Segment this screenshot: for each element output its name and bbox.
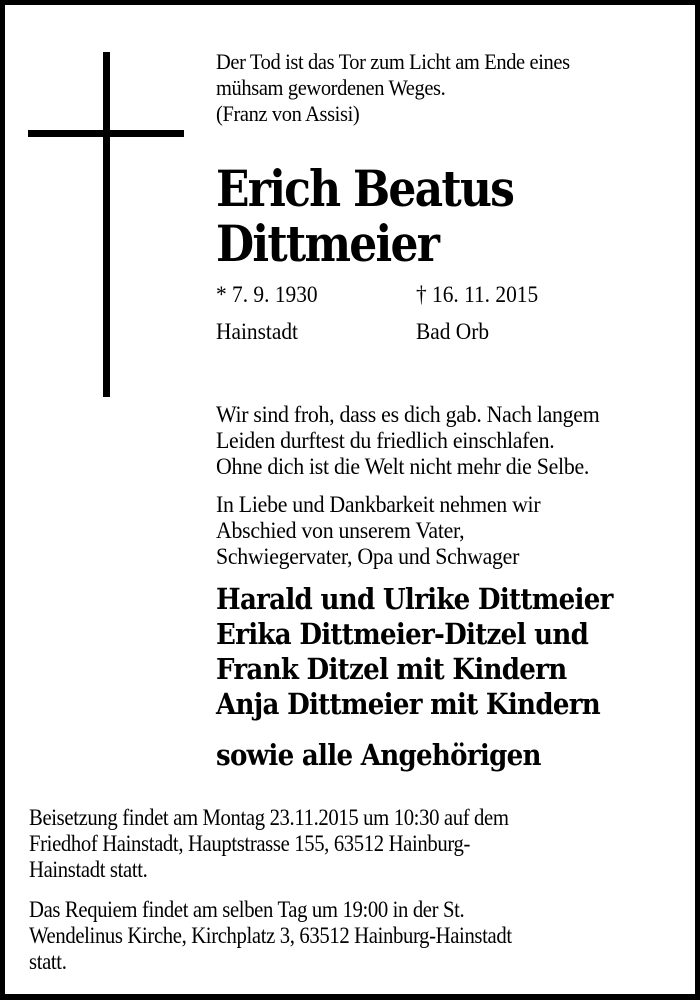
message-line: Schwiegervater, Opa und Schwager	[216, 544, 520, 569]
mourners-list	[216, 582, 613, 722]
quote-line: Der Tod ist das Tor zum Licht am Ende eines	[216, 49, 570, 74]
death-place: Bad Orb	[415, 319, 490, 344]
notice-line: Friedhof Hainstadt, Hauptstrasse 155, 63512 Hainburg-	[29, 831, 471, 856]
notice-line: Hainstadt statt.	[29, 857, 148, 882]
notice-line: Beisetzung findet am Montag 23.11.2015 um 10:30 auf dem	[29, 805, 509, 830]
quote-line: mühsam gewordenen Weges.	[216, 75, 446, 100]
message-line: In Liebe und Dankbarkeit nehmen wir	[216, 492, 541, 517]
birth-date: * 7. 9. 1930	[216, 282, 318, 307]
cross-horizontal-bar	[28, 130, 184, 137]
notice-line: Wendelinus Kirche, Kirchplatz 3, 63512 Hainburg-Hainstadt	[29, 923, 512, 948]
mourner-line: Frank Ditzel mit Kindern	[216, 652, 567, 686]
mourner-line: Erika Dittmeier-Ditzel und	[216, 617, 589, 651]
life-dates	[216, 282, 625, 356]
deceased-name	[216, 161, 513, 271]
cross-vertical-bar	[103, 52, 110, 397]
message-line: Abschied von unserem Vater,	[216, 518, 465, 543]
epigraph-quote	[216, 49, 662, 127]
deceased-given-names: Erich Beatus	[216, 159, 514, 218]
burial-notice	[29, 805, 623, 883]
birth-place: Hainstadt	[216, 319, 298, 344]
death-date: † 16. 11. 2015	[415, 282, 539, 307]
deceased-surname: Dittmeier	[216, 214, 439, 273]
farewell-message	[216, 402, 672, 480]
mourner-line: Harald und Ulrike Dittmeier	[216, 582, 613, 616]
notice-line: statt.	[29, 949, 67, 974]
gratitude-message	[216, 492, 672, 570]
notice-line: Das Requiem findet am selben Tag um 19:00 in der St.	[29, 897, 465, 922]
requiem-notice	[29, 897, 623, 975]
quote-attribution: (Franz von Assisi)	[216, 101, 360, 126]
message-line: Ohne dich ist die Welt nicht mehr die Selbe.	[216, 454, 590, 479]
message-line: Wir sind froh, dass es dich gab. Nach langem	[216, 402, 600, 427]
relatives-line: sowie alle Angehörigen	[216, 738, 541, 772]
mourner-line: Anja Dittmeier mit Kindern	[216, 687, 601, 721]
message-line: Leiden durftest du friedlich einschlafen.	[216, 428, 555, 453]
